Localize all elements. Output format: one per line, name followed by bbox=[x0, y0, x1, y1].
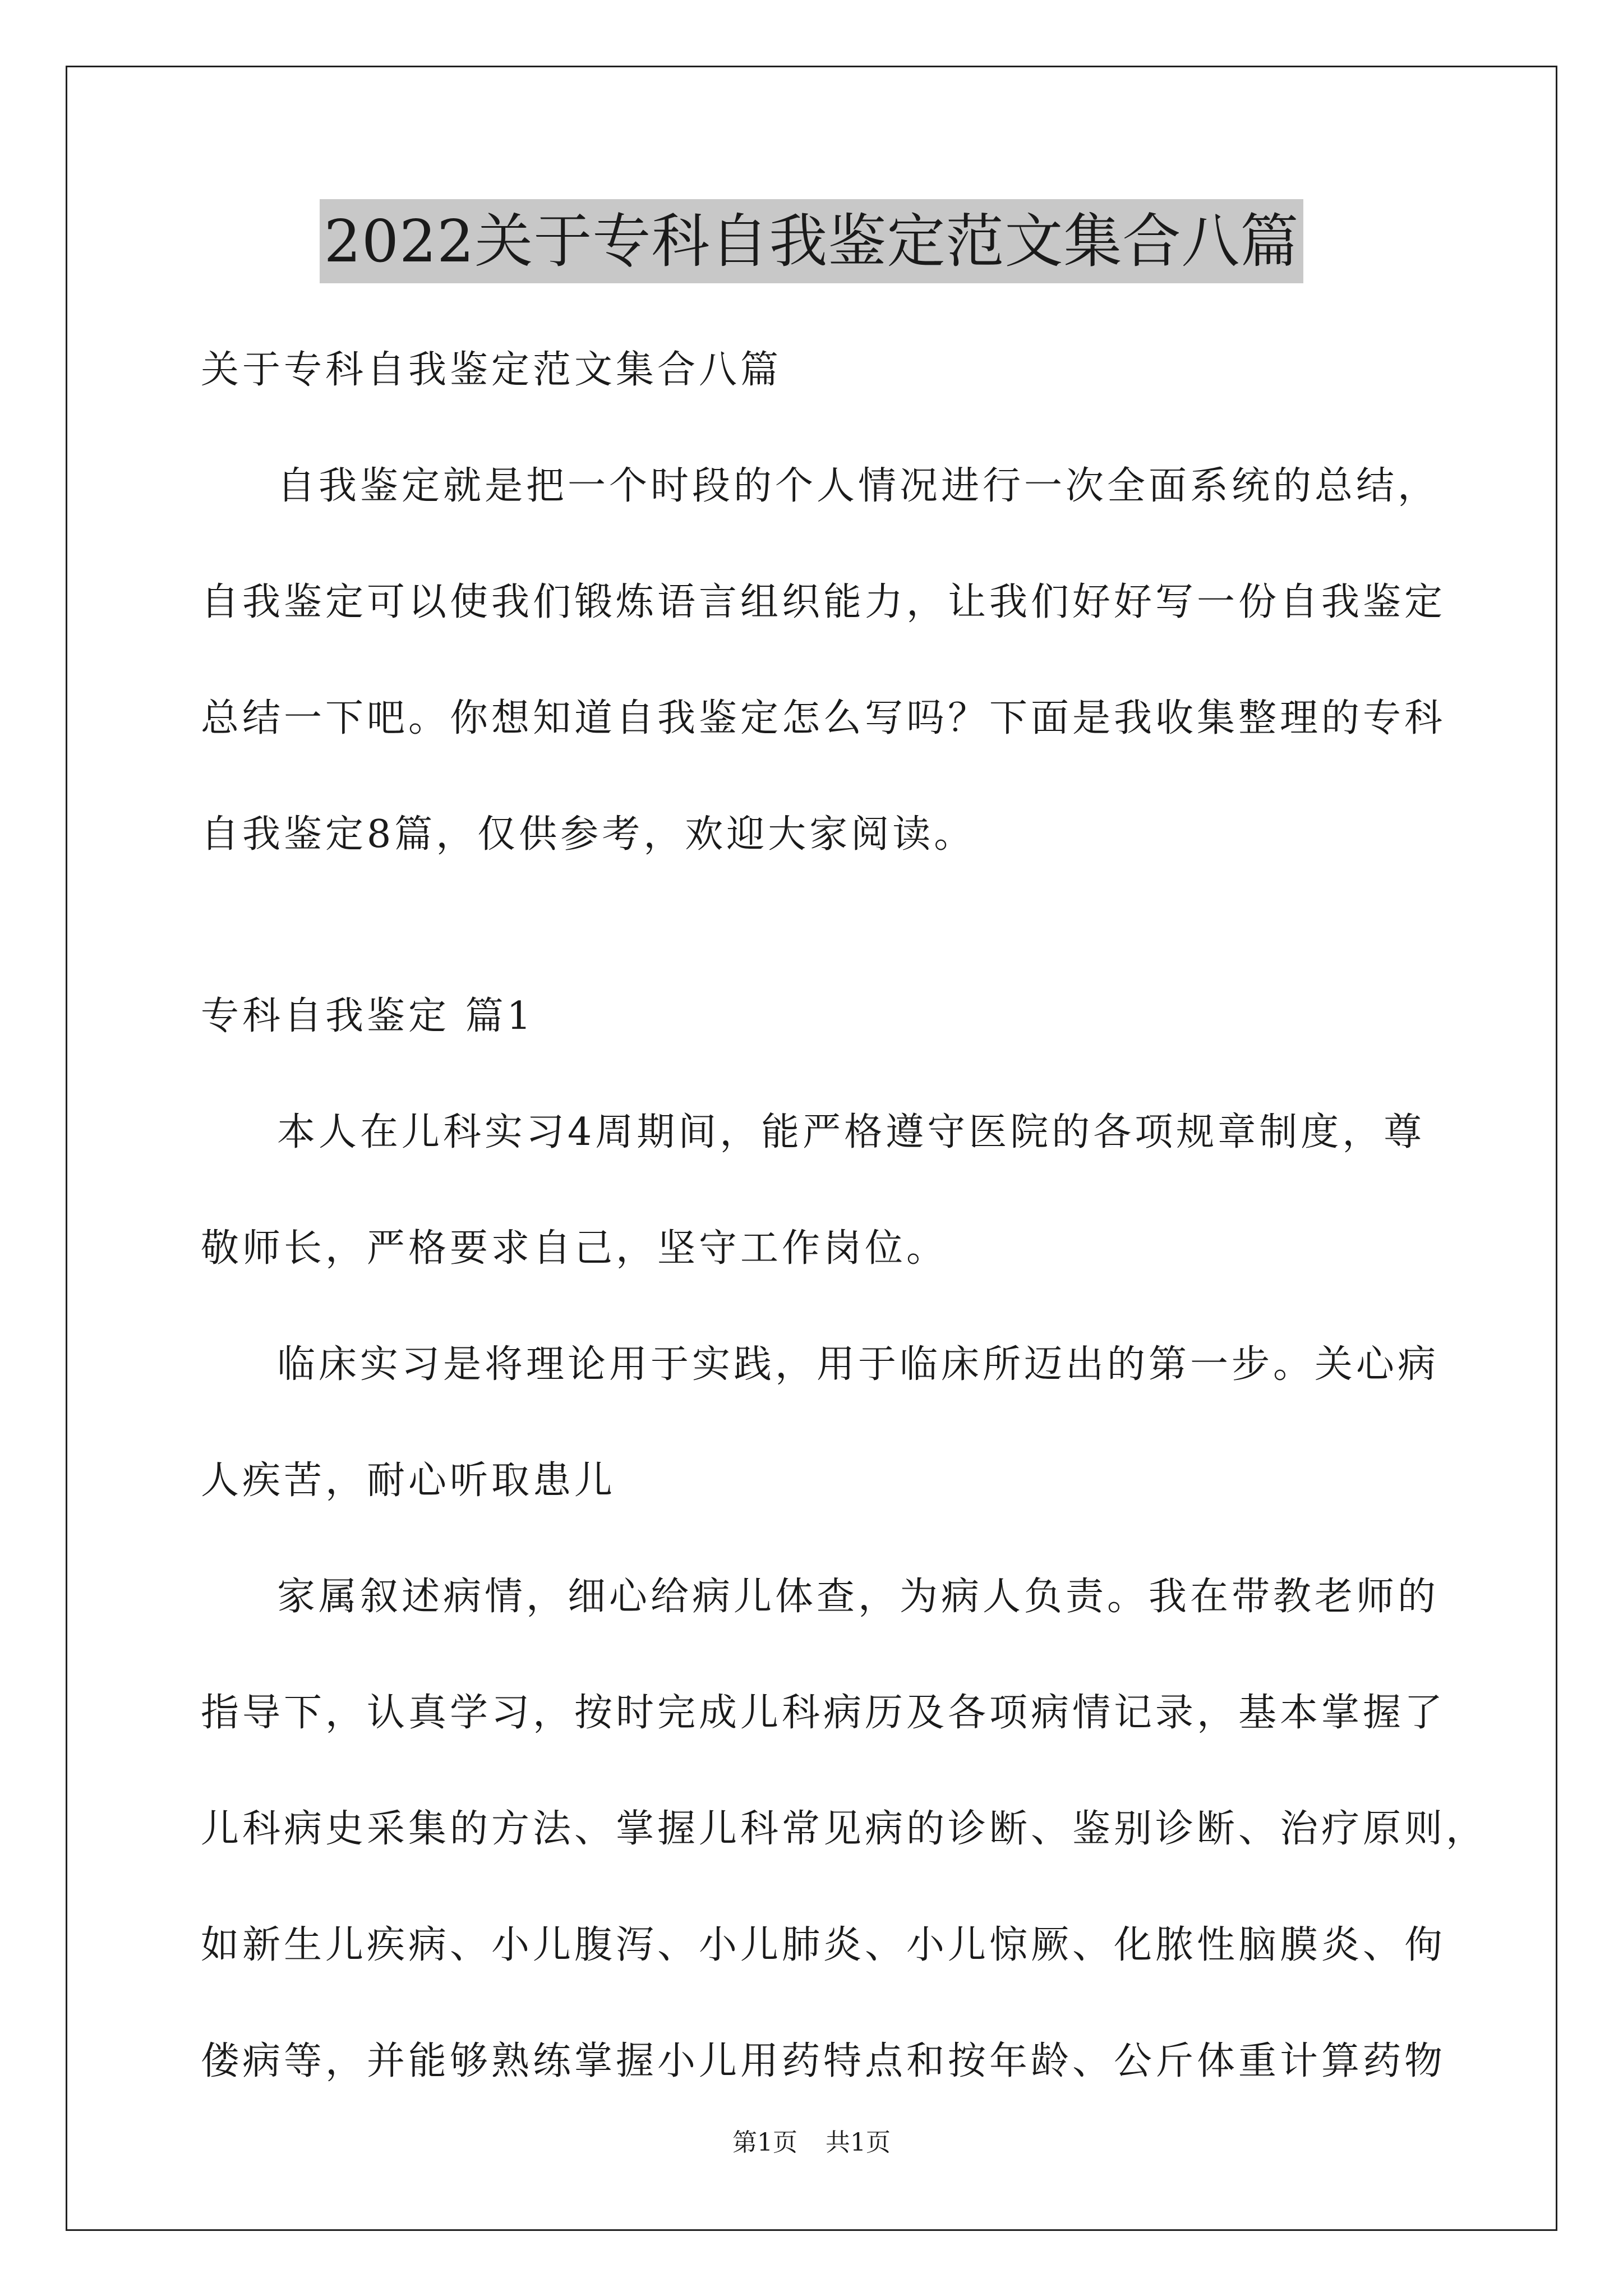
paragraph-line: 本人在儿科实习4周期间，能严格遵守医院的各项规章制度，尊 bbox=[277, 1110, 1426, 1154]
paragraph-line: 人疾苦，耐心听取患儿 bbox=[201, 1458, 616, 1503]
paragraph-line: 家属叙述病情，细心给病儿体查，为病人负责。我在带教老师的 bbox=[277, 1575, 1440, 1619]
paragraph-line: 指导下，认真学习，按时完成儿科病历及各项病情记录，基本掌握了 bbox=[201, 1691, 1446, 1735]
page-footer bbox=[0, 2126, 1623, 2160]
intro-line: 自我鉴定就是把一个时段的个人情况进行一次全面系统的总结， bbox=[277, 464, 1440, 508]
document-subtitle: 关于专科自我鉴定范文集合八篇 bbox=[201, 348, 782, 392]
title-container bbox=[0, 199, 1623, 283]
intro-line: 自我鉴定8篇，仅供参考，欢迎大家阅读。 bbox=[201, 812, 976, 857]
document-body bbox=[201, 342, 1488, 2090]
page-total: 共1页 bbox=[826, 2128, 891, 2157]
paragraph-line: 临床实习是将理论用于实践，用于临床所迈出的第一步。关心病 bbox=[277, 1342, 1440, 1387]
section-heading: 专科自我鉴定 篇1 bbox=[201, 994, 534, 1038]
document-title: 2022关于专科自我鉴定范文集合八篇 bbox=[320, 199, 1304, 283]
paragraph-line: 敬师长，严格要求自己，坚守工作岗位。 bbox=[201, 1226, 948, 1271]
page-number: 第1页 bbox=[732, 2128, 797, 2157]
paragraph-line: 偻病等，并能够熟练掌握小儿用药特点和按年龄、公斤体重计算药物 bbox=[201, 2039, 1446, 2083]
paragraph-line: 如新生儿疾病、小儿腹泻、小儿肺炎、小儿惊厥、化脓性脑膜炎、佝 bbox=[201, 1923, 1446, 1967]
intro-line: 自我鉴定可以使我们锻炼语言组织能力，让我们好好写一份自我鉴定 bbox=[201, 580, 1446, 624]
paragraph-line: 儿科病史采集的方法、掌握儿科常见病的诊断、鉴别诊断、治疗原则， bbox=[201, 1807, 1488, 1851]
intro-line: 总结一下吧。你想知道自我鉴定怎么写吗？下面是我收集整理的专科 bbox=[201, 696, 1446, 740]
